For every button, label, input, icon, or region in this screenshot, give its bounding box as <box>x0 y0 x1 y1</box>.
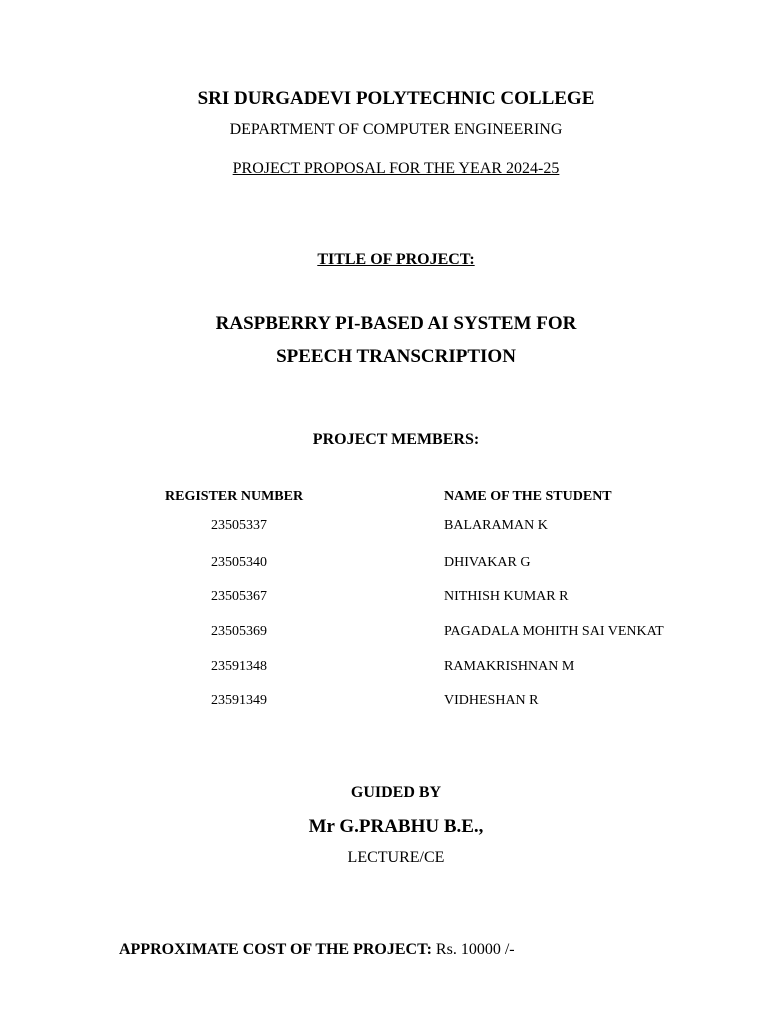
guided-by-label: GUIDED BY <box>350 784 442 801</box>
college-name: SRI DURGADEVI POLYTECHNIC COLLEGE <box>197 88 595 109</box>
department-name: DEPARTMENT OF COMPUTER ENGINEERING <box>229 121 563 138</box>
proposal-heading: PROJECT PROPOSAL FOR THE YEAR 2024-25 <box>232 160 560 177</box>
project-title-line-2: SPEECH TRANSCRIPTION <box>276 346 516 367</box>
guide-designation: LECTURE/CE <box>347 849 445 866</box>
register-number: 23591349 <box>211 693 267 708</box>
cost-label: APPROXIMATE COST OF THE PROJECT: <box>119 941 432 958</box>
title-label: TITLE OF PROJECT: <box>317 251 475 268</box>
cost-value: Rs. 10000 /- <box>435 941 515 958</box>
column-header-student-name: NAME OF THE STUDENT <box>444 489 612 504</box>
guide-name: Mr G.PRABHU B.E., <box>308 816 484 837</box>
cost-line <box>119 941 515 959</box>
register-number: 23505367 <box>211 589 267 604</box>
student-name: NITHISH KUMAR R <box>444 589 569 604</box>
register-number: 23591348 <box>211 659 267 674</box>
student-name: PAGADALA MOHITH SAI VENKAT <box>444 624 664 639</box>
student-name: VIDHESHAN R <box>444 693 539 708</box>
members-heading: PROJECT MEMBERS: <box>312 431 480 448</box>
register-number: 23505337 <box>211 518 267 533</box>
register-number: 23505369 <box>211 624 267 639</box>
register-number: 23505340 <box>211 555 267 570</box>
student-name: DHIVAKAR G <box>444 555 531 570</box>
student-name: RAMAKRISHNAN M <box>444 659 575 674</box>
column-header-register-number: REGISTER NUMBER <box>165 489 304 504</box>
project-title-line-1: RASPBERRY PI-BASED AI SYSTEM FOR <box>215 313 577 334</box>
student-name: BALARAMAN K <box>444 518 548 533</box>
